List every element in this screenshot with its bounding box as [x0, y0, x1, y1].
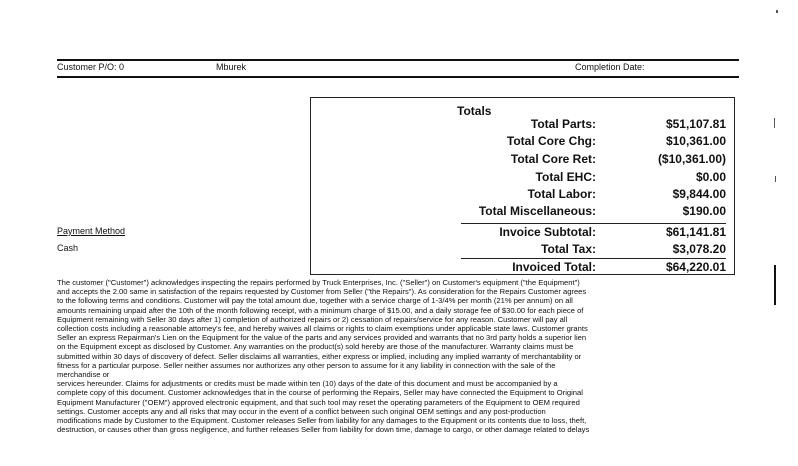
- totals-label: Total Core Ret:: [510, 152, 596, 166]
- scan-speck: [775, 176, 776, 182]
- terms-line: collection costs including a reasonable attorney's fee, and hereby waives all claims or rights to claim exemptions under applicable state laws. Customer grants: [57, 324, 588, 334]
- totals-value: $10,361.00: [665, 134, 726, 148]
- totals-label: Total Miscellaneous:: [478, 204, 596, 218]
- totals-value: ($10,361.00): [657, 152, 726, 166]
- header-bottom-rule: [57, 76, 739, 78]
- terms-line: settings. Customer accepts any and all risks that may occur in the event of a conflict between such original OEM settings and any post-production: [57, 406, 546, 416]
- totals-row-misc: [311, 204, 736, 222]
- completion-date-label: Completion Date:: [575, 62, 645, 72]
- totals-label: Invoiced Total:: [512, 260, 596, 274]
- totals-value: $61,141.81: [665, 225, 726, 239]
- totals-row-core-ret: [311, 152, 736, 170]
- totals-row-core-chg: [311, 134, 736, 152]
- totals-box: [310, 97, 735, 275]
- subtotal-rule: [461, 223, 726, 224]
- header-top-rule: [57, 59, 739, 61]
- scan-speck: [776, 10, 778, 13]
- totals-label: Total Core Chg:: [506, 134, 596, 148]
- scan-edge-line: [774, 265, 776, 305]
- totals-value: $9,844.00: [672, 187, 726, 201]
- terms-line: complete copy of this document. Customer acknowledges that in the course of performing the Repairs, Seller may have connected the Equipment to Original: [57, 388, 583, 398]
- terms-line: modifications made by Customer to the Equipment. Customer releases Seller from liability for any damages to the Equipment or its contents due to loss, theft,: [57, 416, 587, 426]
- totals-label: Invoice Subtotal:: [499, 225, 596, 239]
- terms-line: fitness for a particular purpose. Seller neither assumes nor authorizes any other person to assume for it any liability in connection with the sale of the: [57, 360, 556, 370]
- totals-row-ehc: [311, 170, 736, 188]
- scan-speck: [774, 118, 775, 128]
- terms-line: services hereunder. Claims for adjustments or credits must be made within ten (10) days of the date of this document and must be accompanied by a: [57, 379, 558, 389]
- terms-line: merchandise or: [57, 370, 110, 380]
- totals-title: Totals: [457, 104, 492, 118]
- terms-line: to the following terms and conditions. Customer will pay the total amount due, together with a service charge of 1-3/4% per month (21% per annum) on all: [57, 296, 573, 306]
- payment-method-label: Payment Method: [57, 226, 126, 236]
- totals-row-labor: [311, 187, 736, 205]
- totals-label: Total Parts:: [530, 117, 596, 131]
- total-rule: [461, 258, 726, 259]
- terms-line: submitted within 30 days of discovery of defect. Seller disclaims all warranties, either express or implied, including any implied warranty of merchantability or: [57, 351, 582, 361]
- totals-label: Total Tax:: [541, 242, 596, 256]
- totals-value: $3,078.20: [672, 242, 726, 256]
- terms-line: The customer ("Customer") acknowledges inspecting the repairs performed by Truck Enterprises, Inc. ("Seller") on Customer's equipment ("the Equipment"): [57, 278, 580, 287]
- totals-label: Total EHC:: [535, 170, 596, 184]
- totals-row-invoiced-total: [311, 260, 736, 278]
- payment-method-value: Cash: [57, 243, 79, 253]
- terms-paragraph: [57, 278, 737, 434]
- totals-value: $190.00: [682, 204, 726, 218]
- terms-line: amounts remaining unpaid after the 10th of the month following receipt, with a minimum charge of $15.00, and a daily storage fee of $30.00 for each piece of: [57, 305, 584, 315]
- terms-line: Seller an express Repairman's Lien on the Equipment for the value of the parts and any services provided and warrants that no 3rd party holds a superior lien: [57, 333, 587, 343]
- totals-value: $0.00: [695, 170, 726, 184]
- customer-name: Mburek: [216, 62, 247, 72]
- terms-line: Equipment Manufacturer ("OEM") approved electronic equipment, and that such tool may reset the operating parameters of the Equipment to OEM required: [57, 397, 580, 407]
- totals-value: $64,220.01: [665, 260, 726, 274]
- customer-po: Customer P/O: 0: [57, 62, 125, 72]
- totals-label: Total Labor:: [527, 187, 596, 201]
- terms-line: Equipment remaining with Seller 30 days after 1) completion of authorized repairs or 2) cessation of repairs/service for any reason. Customer will pay all: [57, 314, 568, 324]
- totals-row-parts: [311, 117, 736, 135]
- terms-line: destruction, or causes other than gross negligence, and further releases Seller from liability for down time, damage to cargo, or other damage related to delays: [57, 425, 590, 435]
- totals-value: $51,107.81: [665, 117, 726, 131]
- terms-line: and accepts the 2.00 same in satisfaction of the repairs requested by Customer from Seller ("the Repairs"). As consideration for the Repairs Customer agrees: [57, 287, 587, 297]
- terms-line: on the Equipment except as disclosed by Customer. Any warranties on the product(s) sold hereby are those of the manufacturer. Warranty claims must be: [57, 342, 574, 352]
- totals-row-subtotal: [311, 225, 736, 243]
